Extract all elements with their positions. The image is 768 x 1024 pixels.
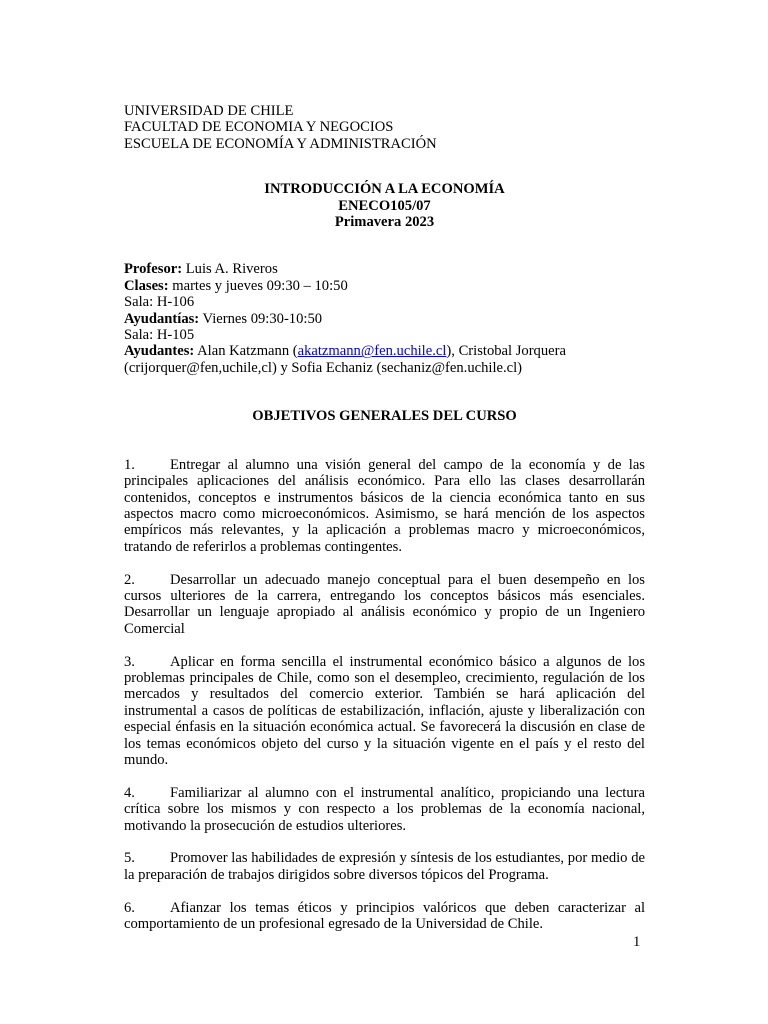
ayudantes-pre: Alan Katzmann (: [194, 343, 298, 360]
school-name: ESCUELA DE ECONOMÍA Y ADMINISTRACIÓN: [124, 135, 437, 152]
sala-line-2: Sala: H-105: [124, 327, 195, 344]
objectives-title: OBJETIVOS GENERALES DEL CURSO: [252, 408, 517, 425]
objective-item: [124, 785, 645, 834]
course-term: Primavera 2023: [334, 214, 435, 231]
profesor-line: [124, 261, 645, 277]
ayudantias-label: Ayudantías:: [124, 310, 200, 327]
objective-number: 3.: [124, 653, 135, 670]
ayudantias-line: [124, 311, 645, 327]
ayudantes-post: ), Cristobal Jorquera: [446, 343, 566, 360]
ayudante-email-link[interactable]: akatzmann@fen.uchile.cl: [297, 343, 447, 360]
objective-item: [124, 850, 645, 883]
objective-number: 1.: [124, 456, 135, 473]
objective-item: [124, 457, 645, 555]
institution-header: [124, 103, 645, 152]
clases-value: martes y jueves 09:30 – 10:50: [168, 277, 348, 294]
document-page: [124, 103, 645, 949]
objective-text: Familiarizar al alumno con el instrumental analítico, propiciando una lectura crítica sobre los mismos y con respecto a los problemas de la economía nacional, motivando la prosecución de estudios ulteriores.: [124, 784, 645, 834]
objective-item: [124, 654, 645, 769]
sala-line-1: Sala: H-106: [124, 294, 195, 311]
course-title: INTRODUCCIÓN A LA ECONOMÍA: [264, 181, 505, 198]
ayudantes-line-2: (crijorquer@fen,uchile,cl) y Sofia Echaniz (sechaniz@fen.uchile.cl): [124, 359, 523, 376]
objective-text: Aplicar en forma sencilla el instrumental económico básico a algunos de los problemas principales de Chile, como son el desempleo, crecimiento, regulación de los mercados y resultados del comercio exterior. También se hará aplicación del instrumental a casos de políticas de estabilización, inflación, ajuste y liberalización con especial énfasis en la situación económica actual. Se favorecerá la discusión en clase de los temas económicos objeto del curso y la situación vigente en el país y el resto del mundo.: [124, 653, 645, 768]
objectives-list: [124, 457, 645, 933]
objective-item: [124, 572, 645, 638]
profesor-value: Luis A. Riveros: [182, 261, 278, 278]
ayudantes-label: Ayudantes:: [124, 343, 195, 360]
objective-text: Afianzar los temas éticos y principios valóricos que deben caracterizar al comportamiento de un profesional egresado de la Universidad de Chile.: [124, 899, 645, 932]
objective-number: 6.: [124, 899, 135, 916]
profesor-label: Profesor:: [124, 261, 183, 278]
objective-text: Promover las habilidades de expresión y síntesis de los estudiantes, por medio de la preparación de trabajos dirigidos sobre diversos tópicos del Programa.: [124, 850, 645, 883]
page-number: 1: [633, 934, 641, 950]
objective-item: [124, 900, 645, 933]
objective-text: Desarrollar un adecuado manejo conceptual para el buen desempeño en los cursos ulteriores de la carrera, entregando los conceptos básicos más esenciales. Desarrollar un lenguaje apropiado al análisis económico y propio de un Ingeniero Comercial: [124, 571, 645, 637]
objective-number: 5.: [124, 850, 135, 867]
ayudantias-value: Viernes 09:30-10:50: [199, 310, 323, 327]
faculty-name: FACULTAD DE ECONOMIA Y NEGOCIOS: [124, 119, 394, 136]
course-code: ENECO105/07: [338, 197, 431, 214]
ayudantes-line: [124, 343, 645, 359]
clases-label: Clases:: [124, 277, 169, 294]
clases-line: [124, 278, 645, 294]
objective-text: Entregar al alumno una visión general del campo de la economía y de las principales aplicaciones del análisis económico. Para ello las clases desarrollarán contenidos, conceptos e instrumentos básicos de la ciencia económica tanto en sus aspectos macro como microeconómicos. Asimismo, se hará mención de los aspectos empíricos más relevantes, y la aplicación a problemas macro y microeconómicos, tratando de referirlos a problemas contingentes.: [124, 456, 645, 555]
course-info: [124, 261, 645, 376]
university-name: UNIVERSIDAD DE CHILE: [124, 103, 294, 119]
objective-number: 4.: [124, 784, 135, 801]
course-heading: [124, 181, 645, 230]
objective-number: 2.: [124, 571, 135, 588]
